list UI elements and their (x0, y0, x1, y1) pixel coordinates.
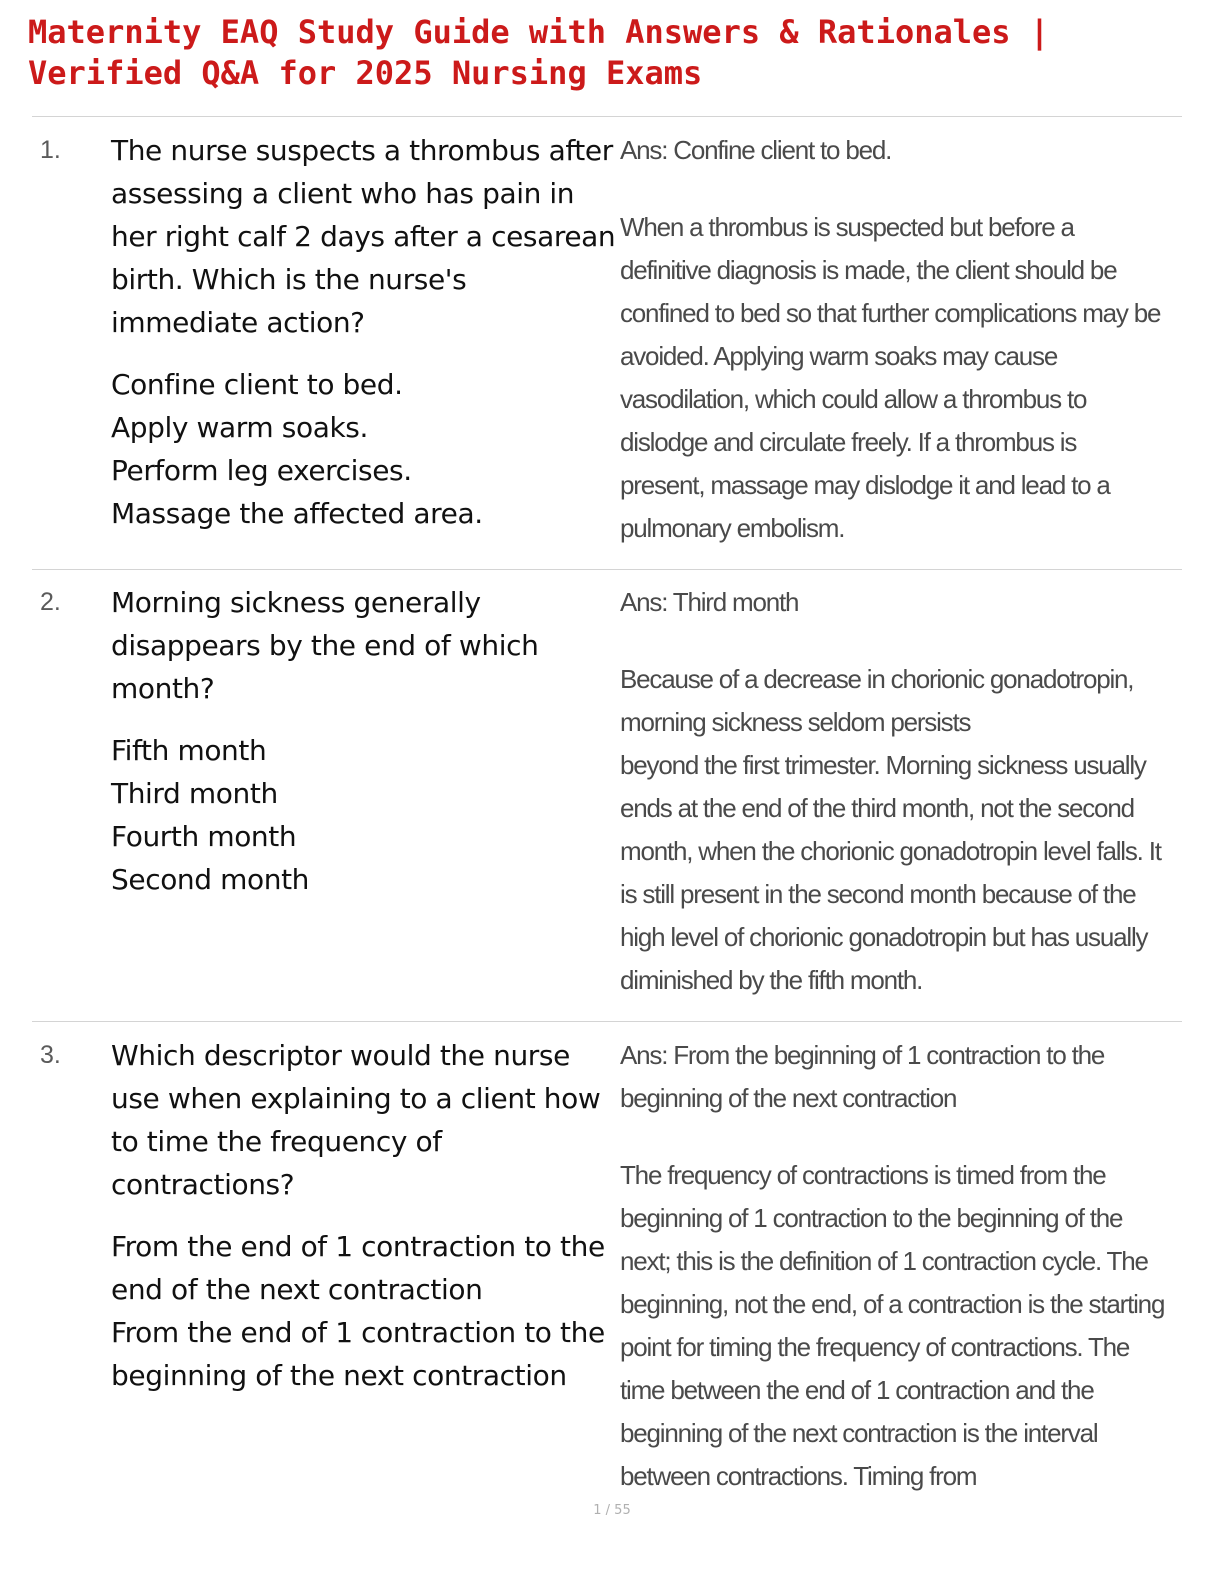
title-line-2: Verified Q&A for 2025 Nursing Exams (28, 54, 703, 92)
divider (32, 116, 1182, 117)
option-item: From the end of 1 contraction to the beginning of the next contraction (111, 1316, 605, 1392)
options-list (111, 363, 616, 535)
question-number: 2. (40, 588, 61, 616)
option-item: Apply warm soaks. (111, 411, 368, 444)
option-item: Perform leg exercises. (111, 454, 412, 487)
answer-block (620, 581, 1165, 1002)
option-item: Confine client to bed. (111, 368, 403, 401)
question-block (111, 1034, 616, 1397)
rationale-text-continued: beyond the first trimester. Morning sickness usually ends at the end of the third month, not the second month, when the chorionic gonadotropin level falls. It is still present in the second month because of the high level of chorionic gonadotropin but has usually diminished by the fifth month. (620, 750, 1161, 995)
option-item: Second month (111, 863, 310, 896)
title-line-1: Maternity EAQ Study Guide with Answers & Rationales | (28, 13, 1050, 51)
question-text: The nurse suspects a thrombus after assessing a client who has pain in her right calf 2 days after a cesarean birth. Which is the nurse's immediate action? (111, 134, 616, 339)
question-number: 1. (40, 136, 61, 164)
question-number: 3. (40, 1041, 61, 1069)
options-list (111, 729, 616, 901)
divider (32, 1021, 1182, 1022)
answer-text: Ans: Third month (620, 587, 799, 617)
page-number: 1 / 55 (593, 1503, 631, 1518)
question-block (111, 581, 616, 901)
option-item: Fifth month (111, 734, 267, 767)
rationale-text: When a thrombus is suspected but before a definitive diagnosis is made, the client should be confined to bed so that further complications may be avoided. Applying warm soaks may cause vasodilation, which could allow a thrombus to dislodge and circulate freely. If a thrombus is present, massage may dislodge it and lead to a pulmonary embolism. (620, 212, 1161, 543)
option-item: Third month (111, 777, 278, 810)
options-list (111, 1225, 616, 1397)
answer-text: Ans: From the beginning of 1 contraction to the beginning of the next contraction (620, 1040, 1105, 1113)
option-item: Fourth month (111, 820, 297, 853)
question-text: Which descriptor would the nurse use when explaining to a client how to time the frequency of contractions? (111, 1039, 601, 1201)
divider (32, 569, 1182, 570)
rationale-text: Because of a decrease in chorionic gonadotropin, morning sickness seldom persists (620, 664, 1134, 737)
question-block (111, 129, 616, 535)
answer-block (620, 129, 1165, 550)
option-item: Massage the affected area. (111, 497, 483, 530)
document-title (28, 12, 1188, 94)
option-item: From the end of 1 contraction to the end of the next contraction (111, 1230, 605, 1306)
answer-block (620, 1034, 1165, 1498)
answer-text: Ans: Confine client to bed. (620, 135, 892, 165)
question-text: Morning sickness generally disappears by the end of which month? (111, 586, 539, 705)
rationale-text: The frequency of contractions is timed from the beginning of 1 contraction to the beginning of the next; this is the definition of 1 contraction cycle. The beginning, not the end, of a contraction is the starting point for timing the frequency of contractions. The time between the end of 1 contraction and the beginning of the next contraction is the interval between contractions. Timing from (620, 1160, 1165, 1491)
